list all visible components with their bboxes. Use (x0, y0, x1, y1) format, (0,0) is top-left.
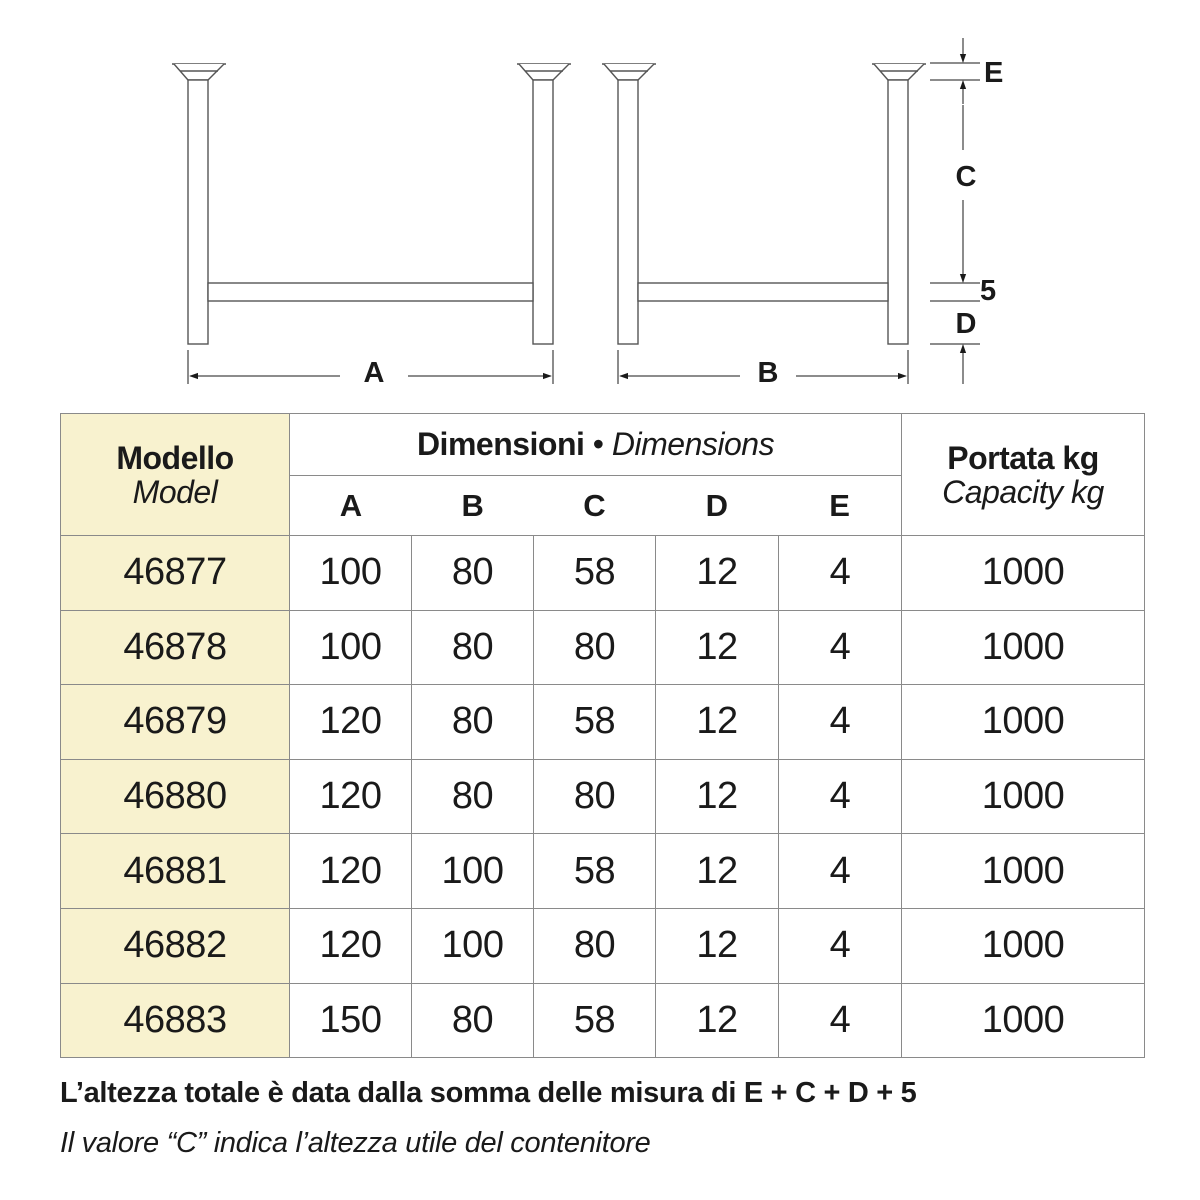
dim-col-b: B (461, 487, 484, 523)
model-cell: 46882 (61, 908, 290, 983)
total-height-note: L’altezza totale è data dalla somma delle misura di E + C + D + 5 (60, 1077, 917, 1109)
side-view-frame (602, 64, 926, 344)
foot-plate-right-front (517, 64, 571, 80)
leg-left-side (618, 80, 638, 344)
model-header-sub: Model (132, 473, 218, 510)
model-cell: 46883 (61, 983, 290, 1058)
dim-c-cell: 80 (534, 908, 656, 983)
crossbar-front (208, 283, 533, 301)
dim-d-cell: 12 (656, 834, 779, 909)
crossbar-side (638, 283, 888, 301)
dim-e-cell: 4 (779, 610, 902, 685)
dim-b-cell: 80 (412, 685, 534, 760)
dim-a-cell: 150 (290, 983, 412, 1058)
model-cell: 46878 (61, 610, 290, 685)
dim-d-cell: 12 (656, 908, 779, 983)
table-row (61, 610, 1145, 685)
dim-col-e: E (829, 487, 850, 523)
model-cell: 46880 (61, 759, 290, 834)
label-d: D (955, 308, 977, 340)
leg-left-front (188, 80, 208, 344)
dim-a-cell: 120 (290, 759, 412, 834)
capacity-header: Portata kg (947, 439, 1099, 476)
label-b: B (757, 357, 779, 389)
dim-d-cell: 12 (656, 536, 779, 611)
leg-right-front (533, 80, 553, 344)
model-cell: 46877 (61, 536, 290, 611)
dim-b-cell: 100 (412, 834, 534, 909)
dimensions-header: Dimensioni (416, 426, 585, 462)
model-header: Modello (116, 439, 234, 476)
dim-c-cell: 58 (534, 834, 656, 909)
model-cell: 46881 (61, 834, 290, 909)
dim-a-cell: 120 (290, 908, 412, 983)
dimensions-header-sub: Dimensions (611, 426, 775, 462)
dim-c-cell: 58 (534, 983, 656, 1058)
dim-a-cell: 100 (290, 610, 412, 685)
foot-plate-left-side (602, 64, 656, 80)
specifications-table (60, 413, 1145, 1058)
dim-c-cell: 80 (534, 759, 656, 834)
table-header (61, 414, 1145, 536)
table-body (61, 536, 1145, 1058)
capacity-cell: 1000 (902, 759, 1145, 834)
capacity-cell: 1000 (902, 908, 1145, 983)
dim-c-cell: 58 (534, 536, 656, 611)
front-view-frame (172, 64, 571, 344)
dim-c-cell: 80 (534, 610, 656, 685)
foot-plate-right-side (872, 64, 926, 80)
dim-d-cell: 12 (656, 685, 779, 760)
table-row (61, 759, 1145, 834)
dimensions-header-cell: Dimensioni • Dimensions (290, 414, 902, 476)
dim-e-cell: 4 (779, 834, 902, 909)
capacity-cell: 1000 (902, 685, 1145, 760)
dim-col-a: A (339, 487, 363, 523)
model-header-cell (61, 414, 290, 536)
capacity-cell: 1000 (902, 610, 1145, 685)
dim-b-cell: 100 (412, 908, 534, 983)
leg-right-side (888, 80, 908, 344)
capacity-cell: 1000 (902, 983, 1145, 1058)
dim-c-cell: 58 (534, 685, 656, 760)
label-c: C (955, 161, 977, 193)
dim-e-cell: 4 (779, 908, 902, 983)
dim-b-cell: 80 (412, 759, 534, 834)
capacity-header-sub: Capacity kg (942, 473, 1104, 510)
dim-b-cell: 80 (412, 983, 534, 1058)
dim-d-cell: 12 (656, 610, 779, 685)
dim-d-cell: 12 (656, 759, 779, 834)
dim-e-cell: 4 (779, 685, 902, 760)
usable-height-note: Il valore “C” indica l’altezza utile del contenitore (60, 1127, 651, 1159)
label-e: E (984, 57, 1004, 89)
table-row (61, 685, 1145, 760)
table-row (61, 834, 1145, 909)
dim-a-cell: 120 (290, 685, 412, 760)
table-row (61, 983, 1145, 1058)
model-cell: 46879 (61, 685, 290, 760)
dimension-diagram (0, 0, 1200, 410)
dimension-letters-cell (290, 476, 902, 536)
capacity-cell: 1000 (902, 536, 1145, 611)
dim-col-d: D (705, 487, 728, 523)
dim-e-cell: 4 (779, 759, 902, 834)
table-row (61, 536, 1145, 611)
capacity-header-cell (902, 414, 1145, 536)
label-a: A (363, 357, 385, 389)
dim-col-c: C (583, 487, 606, 523)
label-5: 5 (980, 275, 997, 307)
table-row (61, 908, 1145, 983)
capacity-cell: 1000 (902, 834, 1145, 909)
dim-b-cell: 80 (412, 610, 534, 685)
dim-d-cell: 12 (656, 983, 779, 1058)
foot-plate-left-front (172, 64, 226, 80)
dim-b-cell: 80 (412, 536, 534, 611)
dim-a-cell: 100 (290, 536, 412, 611)
dim-a-cell: 120 (290, 834, 412, 909)
dim-e-cell: 4 (779, 983, 902, 1058)
dim-e-cell: 4 (779, 536, 902, 611)
